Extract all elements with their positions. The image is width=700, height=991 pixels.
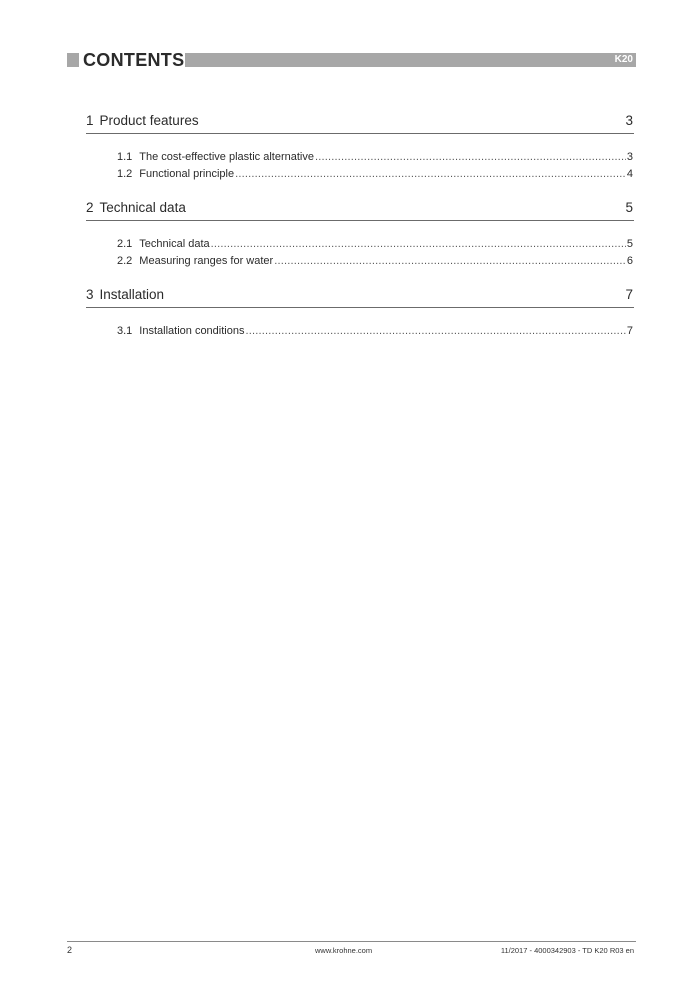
toc-entry[interactable] xyxy=(117,151,634,168)
entry-page: 5 xyxy=(626,238,633,250)
page-title: CONTENTS xyxy=(83,50,185,70)
dot-leader xyxy=(211,238,626,250)
entry-number: 2.1 xyxy=(117,238,133,250)
entry-page: 6 xyxy=(626,255,633,267)
section-page: 5 xyxy=(625,200,633,215)
section-number: 3 xyxy=(86,287,94,302)
toc-entry[interactable] xyxy=(117,238,634,255)
dot-leader xyxy=(245,325,625,337)
section-title: Installation xyxy=(99,287,165,302)
dot-leader xyxy=(315,151,626,163)
page-header xyxy=(67,50,636,70)
section-page: 3 xyxy=(625,113,633,128)
section-page: 7 xyxy=(625,287,633,302)
section-title: Technical data xyxy=(99,200,186,215)
toc-section-3 xyxy=(86,282,634,342)
toc-section-heading[interactable] xyxy=(86,282,634,308)
footer-page-number: 2 xyxy=(67,945,73,955)
dot-leader xyxy=(274,255,626,267)
entry-title: Measuring ranges for water xyxy=(139,255,274,267)
section-number: 1 xyxy=(86,113,94,128)
toc-entry-list xyxy=(86,238,634,272)
entry-title: The cost-effective plastic alternative xyxy=(139,151,314,163)
product-name: K20 xyxy=(614,54,633,65)
entry-number: 3.1 xyxy=(117,325,133,337)
toc-section-2 xyxy=(86,195,634,272)
entry-number: 2.2 xyxy=(117,255,133,267)
toc-section-1 xyxy=(86,108,634,185)
entry-page: 3 xyxy=(626,151,633,163)
entry-number: 1.2 xyxy=(117,168,133,180)
entry-page: 7 xyxy=(626,325,633,337)
dot-leader xyxy=(235,168,626,180)
entry-title: Technical data xyxy=(139,238,210,250)
footer-url[interactable]: www.krohne.com xyxy=(315,946,373,955)
entry-title: Functional principle xyxy=(139,168,235,180)
header-marker-block xyxy=(67,53,79,67)
section-title: Product features xyxy=(99,113,199,128)
table-of-contents xyxy=(86,108,634,352)
toc-entry[interactable] xyxy=(117,168,634,185)
entry-page: 4 xyxy=(626,168,633,180)
entry-title: Installation conditions xyxy=(139,325,245,337)
toc-entry-list xyxy=(86,151,634,185)
page-footer xyxy=(67,941,636,955)
section-number: 2 xyxy=(86,200,94,215)
toc-entry[interactable] xyxy=(117,325,634,342)
entry-number: 1.1 xyxy=(117,151,133,163)
toc-section-heading[interactable] xyxy=(86,108,634,134)
toc-section-heading[interactable] xyxy=(86,195,634,221)
toc-entry[interactable] xyxy=(117,255,634,272)
header-bar xyxy=(185,53,636,67)
toc-entry-list xyxy=(86,325,634,342)
footer-document-reference: 11/2017 - 4000342903 - TD K20 R03 en xyxy=(500,946,634,955)
